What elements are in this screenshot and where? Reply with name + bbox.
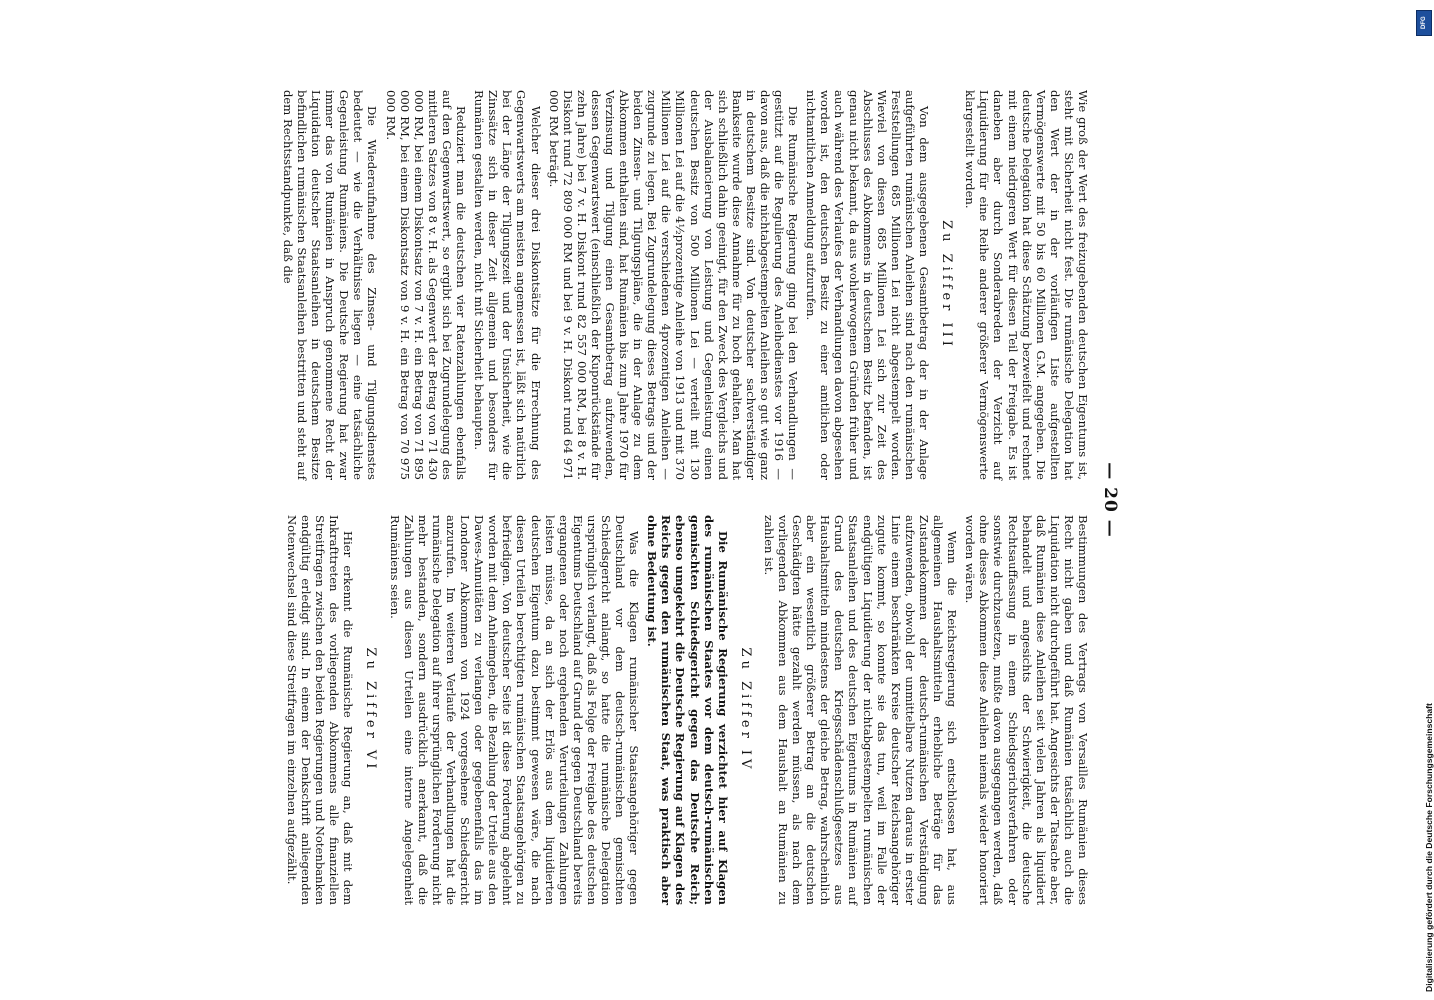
paragraph: Wie groß der Wert des freizugebenden deutschen Eigentums ist, steht mit Sicherheit nicht fest. Die rumänische Delegation hat den Wert der in der vorläufigen Liste aufgestellten Vermögenswerte mit 50 bis 60 Millionen G.M. angegeben. Die deutsche Delegation hat diese Schätzung bezweifelt und rechnet mit einem niedrigeren Wert für diesen Teil der Freigabe. Es ist daneben aber durch Sonderabreden der Verzicht auf Liquidierung für eine Reihe anderer größerer Vermögenswerte klargestellt worden.: [963, 90, 1090, 480]
paragraph: Von dem ausgegebenen Gesamtbetrag der in der Anlage aufgeführten rumänischen Anleihen sind nach den rumänischen Feststellungen 685 Millionen Lei nicht abgestempelt worden. Wieviel von diesen 685 Millionen Lei sich zur Zeit des Abschlusses des Abkommens in deutschem Besitz befanden, ist genau nicht bekannt, da aus wohlerwogenen Gründen früher und auch während des Verlaufes der Verhandlungen davon abgesehen worden ist, den deutschen Besitz zu einer amtlichen oder nichtamtlichen Anmeldung aufzurufen.: [804, 90, 932, 480]
paragraph: Die Rumänische Regierung ging bei den Verhandlungen — gestützt auf die Regulierung des Anleihedienstes vor 1916 — davon aus, daß die nichtabgestempelten Anleihen so gut wie ganz in deutschem Besitze sind. Von deutscher sachverständiger Bankseite wurde diese Annahme für zu hoch gehalten. Man hat sich schließlich dahin geeinigt, für den Zweck des Vergleichs und der Ausbalancierung von Leistung und Gegenleistung einen deutschen Besitz von 500 Millionen Lei — verteilt mit 130 Millionen Lei auf die 4½prozentige Anleihe von 1913 und mit 370 Millionen Lei auf die verschiedenen 4prozentigen Anleihen — zugrunde zu legen. Bei Zugrundelegung dieses Betrags und der beiden Zinsen- und Tilgungspläne, die in der Anlage zu dem Abkommen enthalten sind, hat Rumänien bis zum Jahre 1970 für Verzinsung und Tilgung einen Gesamtbetrag aufzuwenden, dessen Gegenwartswert (einschließlich der Kuponrückstände für zehn Jahre) bei 7 v. H. Diskont rund 82 557 000 RM, bei 8 v. H. Diskont rund 72 809 000 RM und bei 9 v. H. Diskont rund 64 971 000 RM beträgt.: [546, 90, 801, 480]
rotated-document-page: [100, 90, 1120, 910]
paragraph: Die Rumänische Regierung verzichtet hier auf Klagen des rumänischen Staates vor dem deutsch-rumänischen gemischten Schiedsgericht gegen das Deutsche Reich; ebenso umgekehrt die Deutsche Regierung auf Klagen des Reichs gegen den rumänischen Staat, was praktisch aber ohne Bedeutung ist.: [645, 515, 730, 905]
paragraph: Hier erkennt die Rumänische Regierung an, daß mit dem Inkrafttreten des vorliegenden Abkommens alle finanziellen Streitfragen zwischen den beiden Regierungen und Notenbanken endgültig erledigt sind. In einem der Denkschrift anliegenden Notenwechsel sind diese Streitfragen im einzelnen aufgezählt.: [285, 515, 356, 905]
left-column: [277, 90, 1090, 480]
dfg-logo: DFG: [1416, 10, 1432, 36]
section-heading-ziffer-iv: Zu Ziffer IV: [737, 647, 753, 773]
paragraph: Bestimmungen des Vertrags von Versailles Rumänien dieses Recht nicht gaben und daß Rumänien tatsächlich auch die Liquidation nicht durchgeführt hat. Angesichts der Tatsache aber, daß Rumänien diese Anleihen seit vielen Jahren als liquidiert behandelt und angesichts der Schwierigkeit, die deutsche Rechtsauffassung in einem Schiedsgerichtsverfahren oder sonstwie durchzusetzen, mußte davon ausgegangen werden, daß ohne dieses Abkommen diese Anleihen niemals wieder honoriert worden wären.: [963, 515, 1090, 905]
paragraph: Reduziert man die deutschen vier Ratenzahlungen ebenfalls auf den Gegenwartswert, so ergibt sich bei Zugrundelegung des mittleren Satzes von 8 v. H. als Gegenwert der Betrag von 71 430 000 RM, bei einem Diskontsatz von 7 v. H. ein Betrag von 71 895 000 RM, bei einem Diskontsatz von 9 v. H. ein Betrag von 70 975 000 RM.: [383, 90, 469, 480]
page-number: — 20 —: [1100, 462, 1120, 538]
paragraph: Wenn die Reichsregierung sich entschlossen hat, aus allgemeinen Haushaltsmitteln erhebliche Beträge für das Zustandekommen der deutsch-rumänischen Verständigung aufzuwenden, obwohl der unmittelbare Nutzen daraus in erster Linie einem beschränkten Kreise deutscher Reichsangehöriger zugute kommt, so konnte sie das tun, weil im Falle der endgültigen Liquidierung der nichtabgestempelten rumänischen Staatsanleihen und des deutschen Eigentums in Rumänien auf Grund des deutschen Kriegsschädenschlußgesetzes aus Haushaltsmitteln mindestens der gleiche Betrag, wahrscheinlich aber ein wesentlich größerer Betrag an die deutschen Geschädigten hätte gezahlt werden müssen, als nach dem vorliegenden Abkommen aus dem Haushalt an Rumänien zu zahlen ist.: [761, 515, 960, 905]
section-heading-ziffer-vi: Zu Ziffer VI: [363, 647, 379, 773]
right-column: [281, 515, 1090, 905]
paragraph: Welcher dieser drei Diskontsätze für die Errechnung des Gegenwartswerts am meisten angemessen ist, läßt sich natürlich bei der Länge der Tilgungszeit und der Unsicherheit, wie die Zinssätze sich in dieser Zeit allgemein und besonders für Rumänien gestalten werden, nicht mit Sicherheit behaupten.: [472, 90, 543, 480]
paragraph: Was die Klagen rumänischer Staatsangehöriger gegen Deutschland vor dem deutsch-rumänischen gemischten Schiedsgericht anlangt, so hatte die rumänische Delegation ursprünglich verlangt, daß als Folge der Freigabe des deutschen Eigentums Deutschland auf Grund der gegen Deutschland bereits ergangenen oder noch ergehenden Verurteilungen Zahlungen leisten müsse, da an sich der Erlös aus dem liquidierten deutschen Eigentum dazu bestimmt gewesen wäre, die nach diesen Urteilen berechtigten rumänischen Staatsangehörigen zu befriedigen. Von deutscher Seite ist diese Forderung abgelehnt worden mit dem Anheimgeben, die Bezahlung der Urteile aus den Dawes-Annuitäten zu verlangen oder gegebenenfalls das im Londoner Abkommen von 1924 vorgesehene Schiedsgericht anzurufen. Im weiteren Verlaufe der Verhandlungen hat die rumänische Delegation auf ihrer ursprünglichen Forderung nicht mehr bestanden, sondern ausdrücklich anerkannt, daß die Zahlungen aus diesen Urteilen eine interne Angelegenheit Rumäniens seien.: [387, 515, 642, 905]
section-heading-ziffer-iii: Zu Ziffer III: [939, 220, 955, 350]
digitization-credit: Digitalisierung gefördert durch die Deutsche Forschungsgemeinschaft: [1424, 703, 1434, 992]
paragraph: Die Wiederaufnahme des Zinsen- und Tilgungsdienstes bedeutet — wie die Verhältnisse liegen — eine tatsächliche Gegenleistung Rumäniens. Die Deutsche Regierung hat zwar immer das von Rumänien in Anspruch genommene Recht der Liquidation deutscher Staatsanleihen in deutschem Besitze befindlichen rumänischen Staatsanleihen bestritten und steht auf dem Rechtsstandpunkte, daß die: [280, 90, 380, 480]
